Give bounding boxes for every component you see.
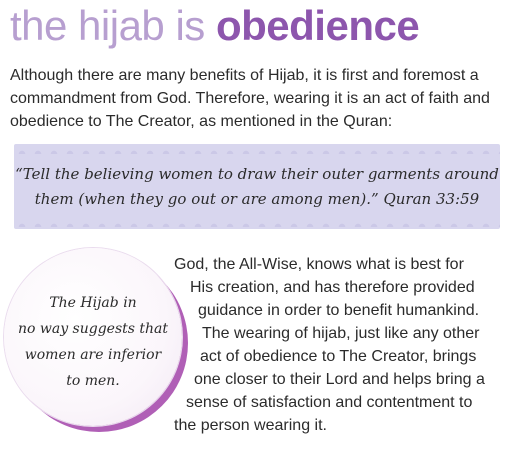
body-line: The wearing of hijab, just like any other: [202, 325, 480, 342]
body-line: guidance in order to benefit humankind.: [198, 302, 480, 319]
callout-line: to men.: [66, 373, 120, 389]
body-line: one closer to their Lord and helps bring a: [194, 371, 485, 388]
callout-line: women are inferior: [24, 347, 162, 363]
quote-line: them (when they go out or are among men).” Quran 33:59: [34, 190, 480, 208]
body-paragraph: [170, 253, 510, 437]
heading-light-text: the hijab is: [10, 2, 216, 49]
callout-circle: [4, 248, 189, 433]
intro-paragraph: [10, 64, 506, 133]
callout-circle-disc: [4, 248, 182, 426]
page-heading: [10, 0, 419, 52]
intro-line: commandment from God. Therefore, wearing it is an act of faith and: [10, 90, 490, 107]
quran-quote-box: [14, 144, 500, 229]
callout-line: no way suggests that: [17, 321, 169, 337]
quote-line: “Tell the believing women to draw their outer garments around: [15, 165, 499, 183]
body-line: act of obedience to The Creator, brings: [200, 348, 477, 365]
callout-line: The Hijab in: [49, 295, 137, 311]
intro-line: obedience to The Creator, as mentioned in the Quran:: [10, 113, 393, 130]
heading-bold-text: obedience: [215, 2, 420, 49]
callout-text: [4, 290, 182, 394]
body-line: sense of satisfaction and contentment to: [186, 394, 473, 411]
intro-line: Although there are many benefits of Hijab, it is first and foremost a: [10, 67, 479, 84]
body-line: His creation, and has therefore provided: [190, 279, 475, 296]
quran-quote: [14, 162, 500, 212]
scallop-border-top: [14, 146, 500, 154]
body-line: the person wearing it.: [174, 417, 327, 434]
scallop-border-bottom: [14, 219, 500, 227]
body-line: God, the All-Wise, knows what is best for: [174, 256, 464, 273]
